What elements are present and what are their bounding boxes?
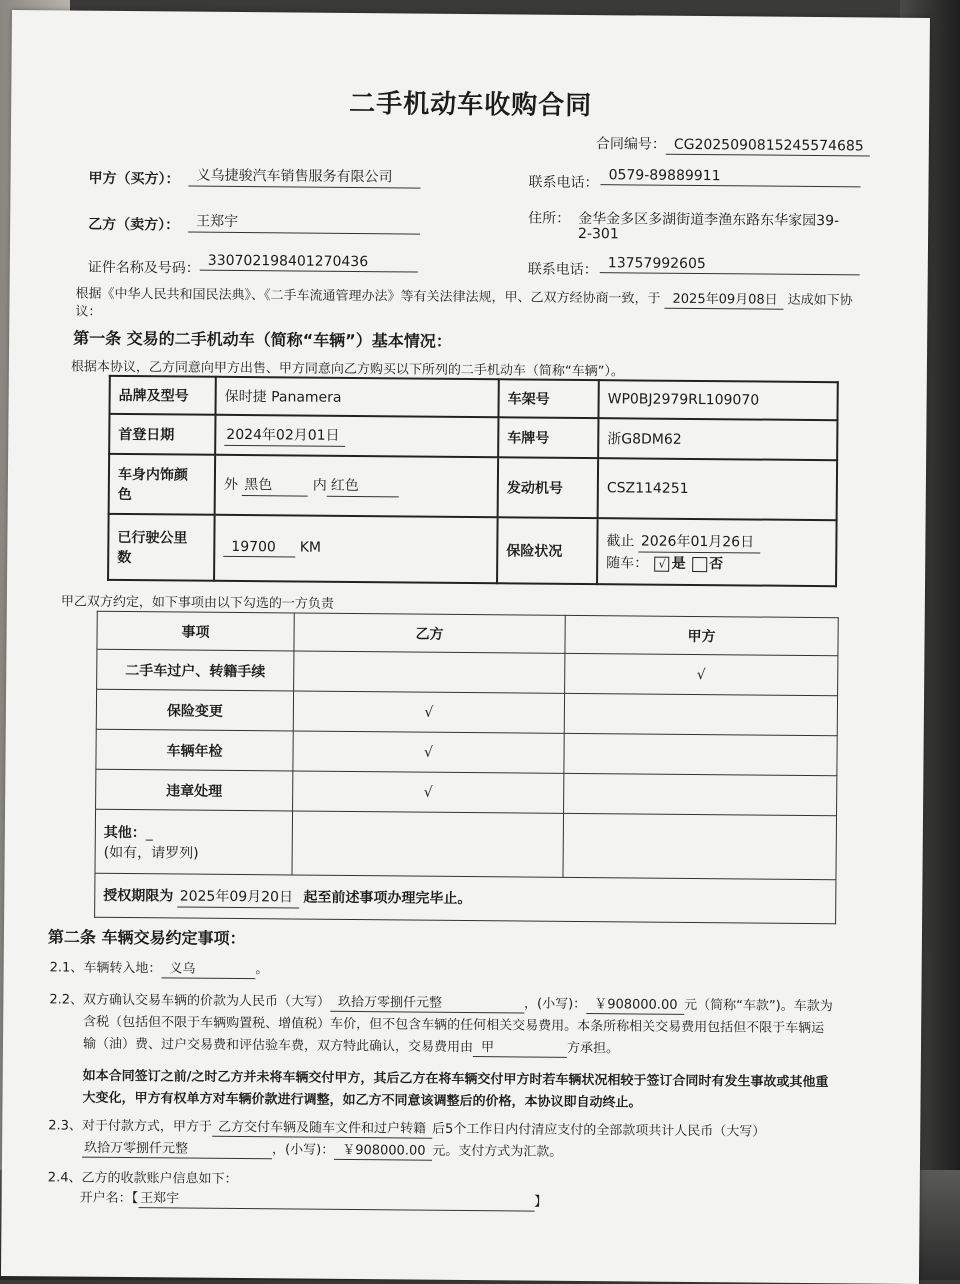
party-b-label: 乙方（卖方）：	[88, 216, 180, 234]
vin-value: WP0BJ2979RL109070	[598, 380, 837, 420]
col-item: 事项	[97, 611, 294, 651]
vin-label: 车架号	[498, 379, 598, 418]
basis-text: 根据《中华人民共和国民法典》、《二手车流通管理办法》等有关法律法规，甲、乙双方经协商一致，于 2025年09月08日 达成如下协	[75, 286, 853, 309]
interior-color: 红色	[327, 475, 399, 498]
reg-date-value: 2024年02月01日	[224, 424, 345, 447]
col-party-b: 乙方	[294, 613, 565, 653]
fee-payer: 甲	[473, 1036, 567, 1058]
agreement-date: 2025年09月08日	[664, 288, 783, 310]
other-party-b	[292, 811, 564, 877]
article-1-intro: 根据本协议，乙方同意向甲方出售、甲方同意向乙方购买以下所列的二手机动车（简称“车辆”）。	[70, 359, 624, 380]
clause-2-4: 2.4、乙方的收款账户信息如下：	[47, 1170, 238, 1188]
account-holder-row: 开户名：【 王郑宇 】	[80, 1187, 548, 1212]
other-cell	[95, 809, 293, 875]
party-b-phone: 13757992605	[600, 255, 860, 275]
insurance-label: 保险状况	[497, 517, 598, 584]
clause-2-2: 2.2、双方确认交易车辆的价款为人民币（大写） 玖拾万零捌仟元整 ，(小写)： ￥908000.00 元（简称“车款”)。车款为	[49, 992, 833, 1015]
party-a-phone-label: 联系电话：	[528, 174, 599, 192]
insurance-cell: 截止 2026年01月26日 随车： √ 是 否	[597, 518, 837, 586]
duty-party-a-mark	[564, 773, 837, 815]
duty-item: 二手车过户、转籍手续	[97, 649, 294, 691]
brand-value: 保时捷 Panamera	[215, 377, 498, 417]
duty-party-b-mark: √	[293, 731, 564, 773]
insurance-yes-checkbox[interactable]: √	[655, 556, 670, 571]
duty-item: 保险变更	[96, 689, 293, 731]
duties-intro: 甲乙双方约定，如下事项由以下勾选的一方负责	[60, 594, 334, 612]
price-upper: 玖拾万零捌仟元整	[330, 991, 524, 1014]
address-label: 住所：	[528, 210, 571, 227]
address-line-2: 2-301	[578, 225, 619, 243]
mileage-cell: 19700 KM	[214, 515, 498, 583]
color-label: 车身内饰颜 色	[109, 454, 216, 515]
engine-value: CSZ114251	[598, 458, 838, 520]
party-b-phone-label: 联系电话：	[527, 261, 598, 279]
payment-condition: 乙方交付车辆及随车文件和过户转籍	[212, 1116, 432, 1139]
insurance-no-checkbox[interactable]	[692, 556, 707, 571]
reg-date-label: 首登日期	[109, 414, 215, 455]
address-line-1: 金华金多区多湖街道李渔东路东华家园39-	[578, 210, 840, 230]
insurance-until: 2026年01月26日	[639, 530, 760, 553]
basis-text-end: 议：	[75, 304, 102, 320]
clause-2-1: 2.1、车辆转入地： 义乌 。	[50, 956, 269, 979]
duty-party-b-mark: √	[293, 771, 564, 813]
duty-party-a-mark	[564, 693, 837, 735]
payment-upper: 玖拾万零捌仟元整	[82, 1137, 272, 1160]
duty-party-a-mark: √	[565, 653, 838, 695]
authorization-row: 授权期限为 2025年09月20日 起至前述事项办理完毕止。	[95, 873, 836, 923]
duty-item: 违章处理	[96, 769, 293, 811]
reg-date-cell	[215, 415, 498, 457]
mileage-value: 19700	[223, 539, 295, 558]
vehicle-info-table	[107, 375, 839, 587]
color-cell: 外 黑色 内 红色	[215, 455, 499, 517]
party-a-name: 义乌捷骏汽车销售服务有限公司	[188, 165, 420, 189]
transfer-destination: 义乌	[161, 957, 255, 979]
plate-label: 车牌号	[498, 417, 598, 458]
party-a-label: 甲方（买方）：	[88, 170, 180, 188]
duties-table	[94, 611, 839, 924]
other-party-a	[563, 813, 837, 879]
adjustment-clause-line-1: 如本合同签订之前/之时乙方并未将车辆交付甲方，其后乙方在将车辆交付甲方时若车辆状况相较于签订合同时有发生事故或其他重	[82, 1068, 829, 1091]
contract-paper	[1, 10, 930, 1284]
party-a-phone: 0579-89889911	[601, 167, 861, 187]
engine-label: 发动机号	[498, 457, 599, 518]
mileage-label: 已行驶公里 数	[108, 514, 215, 581]
payment-amount: ￥908000.00	[334, 1139, 432, 1161]
duty-party-a-mark	[564, 733, 837, 775]
clause-2-2-line-3: 输（油）费、过户交易费和评估验车费，双方特此确认，交易费用由 甲 方承担。	[82, 1036, 620, 1057]
exterior-color: 黑色	[242, 474, 308, 497]
adjustment-clause-line-2: 大变化，甲方有权单方对车辆价款进行调整，如乙方不同意该调整后的价格，本协议即自动终止。	[82, 1090, 642, 1111]
plate-value: 浙G8DM62	[598, 418, 837, 460]
authorization-date: 2025年09月20日	[178, 885, 299, 908]
id-number: 330702198401270436	[200, 253, 418, 273]
article-1-title: 第一条 交易的二手机动车（简称“车辆”）基本情况：	[73, 328, 452, 351]
col-party-a: 甲方	[565, 615, 838, 655]
price-amount: ￥908000.00	[586, 993, 684, 1015]
other-label: 其他：	[103, 824, 146, 841]
duty-item: 车辆年检	[96, 729, 293, 771]
clause-2-3-line-2: 玖拾万零捌仟元整 ，(小写)： ￥908000.00 元。支付方式为汇款。	[82, 1137, 562, 1162]
clause-2-2-line-2: 含税（包括但不限于车辆购置税、增值税）车价，但不包含车辆的任何相关交易费用。本条所称相关交易费用包括但不限于车辆运	[83, 1014, 825, 1037]
clause-2-3: 2.3、对于付款方式，甲方于 乙方交付车辆及随车文件和过户转籍 后5个工作日内付清应支付的全部款项共计人民币（大写）	[48, 1114, 765, 1141]
article-2-title: 第二条 车辆交易约定事项：	[47, 927, 246, 949]
party-b-name: 王郑宇	[188, 211, 420, 235]
duty-party-b-mark: √	[293, 691, 564, 733]
contract-number-label: 合同编号：	[595, 136, 666, 153]
account-holder: 王郑宇	[138, 1187, 534, 1211]
contract-number: CG2025090815245574685	[666, 137, 870, 157]
contract-number-row	[596, 133, 870, 156]
duty-party-b-mark	[294, 651, 565, 693]
other-hint: (如有，请罗列)	[103, 844, 199, 862]
id-label: 证件名称及号码：	[87, 259, 200, 277]
document-title: 二手机动车收购合同	[349, 88, 593, 122]
other-value: _	[145, 824, 153, 841]
brand-label: 品牌及型号	[109, 376, 215, 415]
